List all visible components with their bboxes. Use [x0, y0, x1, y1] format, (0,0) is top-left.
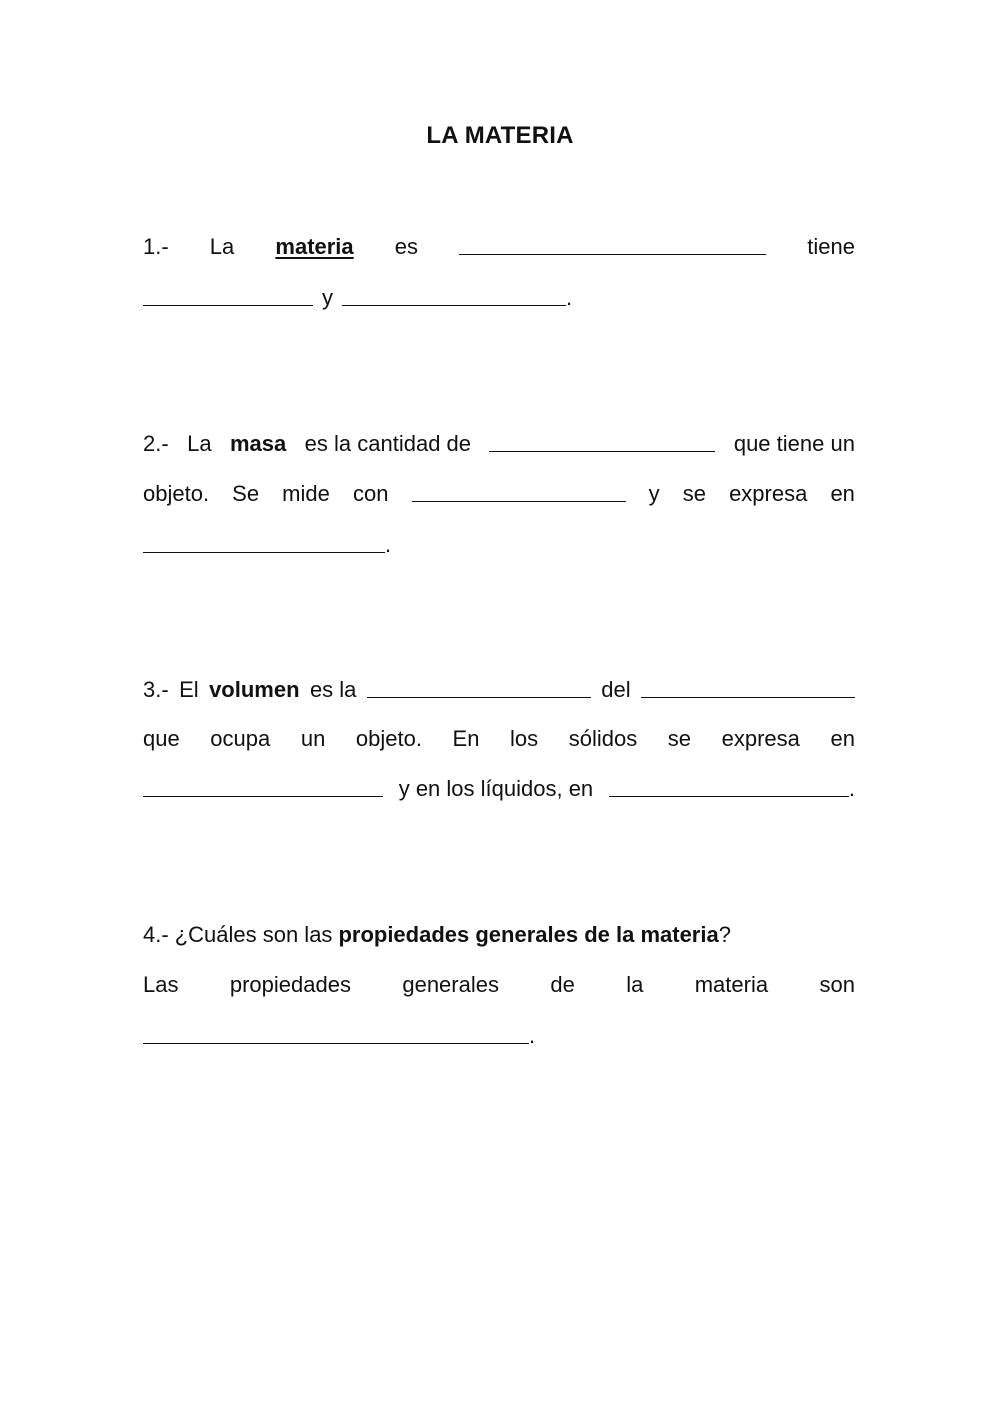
- q1-word-la: La: [209, 234, 235, 259]
- q1-number: 1.-: [143, 234, 169, 259]
- q2-blank-3[interactable]: [143, 530, 385, 553]
- q2-word-se: Se: [232, 481, 260, 506]
- q3-word: ocupa: [210, 726, 271, 751]
- q3-blank-4[interactable]: [609, 774, 849, 797]
- q4-answer-word: generales: [402, 972, 499, 997]
- q2-period: .: [385, 532, 392, 557]
- question-2-line-1: [143, 428, 855, 459]
- q4-number: 4.-: [143, 922, 169, 947]
- q2-word-con: con: [352, 481, 389, 506]
- q3-word: expresa: [721, 726, 800, 751]
- q1-word-y: y: [322, 285, 333, 310]
- q4-question-term-group: [338, 920, 731, 950]
- question-3-line-2: [143, 724, 855, 754]
- q3-word: objeto.: [355, 726, 422, 751]
- q2-word-mide: mide: [282, 481, 330, 506]
- q4-question-end: ?: [718, 922, 731, 947]
- q3-word: se: [667, 726, 692, 751]
- q3-word-el: El: [179, 677, 199, 702]
- question-4-line-1: [143, 920, 855, 950]
- q4-question-start: ¿Cuáles son las: [174, 922, 333, 947]
- q1-blank-1[interactable]: [459, 232, 766, 255]
- q4-answer-word: propiedades: [229, 972, 351, 997]
- question-1-line-2: [143, 282, 855, 313]
- q2-term-masa: masa: [229, 431, 287, 456]
- q2-word-se2: se: [682, 481, 706, 506]
- q4-answer-word: la: [626, 972, 644, 997]
- q4-blank-1[interactable]: [143, 1021, 529, 1044]
- q1-blank-3-group: [342, 282, 572, 313]
- q2-text-2: que tiene un: [733, 431, 855, 456]
- q1-word-es: es: [394, 234, 419, 259]
- q3-blank-4-group: [609, 773, 855, 804]
- q3-word: En: [452, 726, 480, 751]
- q3-word-del: del: [601, 677, 631, 702]
- page-title: LA MATERIA: [426, 122, 574, 149]
- q1-blank-3[interactable]: [342, 283, 566, 306]
- q3-word: que: [143, 726, 180, 751]
- q3-blank-3[interactable]: [143, 774, 383, 797]
- q4-answer-word: son: [819, 972, 855, 997]
- q1-term-materia: materia: [275, 234, 354, 259]
- q4-answer-word: materia: [694, 972, 769, 997]
- q2-word-objeto: objeto.: [143, 481, 210, 506]
- q1-blank-2[interactable]: [143, 283, 313, 306]
- q2-number: 2.-: [143, 431, 169, 456]
- question-2-line-3: [143, 529, 855, 560]
- question-4-line-2: [143, 970, 855, 1000]
- q3-word: en: [830, 726, 855, 751]
- q2-word-la: La: [187, 431, 212, 456]
- q3-blank-2[interactable]: [641, 675, 855, 698]
- question-4-line-3: [143, 1020, 855, 1051]
- q2-word-en: en: [830, 481, 855, 506]
- q3-term-volumen: volumen: [209, 677, 300, 702]
- q2-text-1: es la cantidad de: [304, 431, 472, 456]
- q3-period: .: [848, 776, 855, 801]
- question-2-line-2: [143, 478, 855, 509]
- q4-answer-word: Las: [143, 972, 179, 997]
- question-3-line-1: [143, 674, 855, 705]
- q2-blank-1[interactable]: [489, 429, 715, 452]
- q3-text-1: es la: [309, 677, 357, 702]
- q1-period: .: [566, 285, 573, 310]
- q3-text-2: y en los líquidos, en: [398, 776, 594, 801]
- q3-blank-1[interactable]: [367, 675, 591, 698]
- q1-word-tiene: tiene: [807, 234, 855, 259]
- question-1-line-1: [143, 231, 855, 262]
- q3-word: sólidos: [568, 726, 638, 751]
- q2-word-y: y: [648, 481, 660, 506]
- q3-number: 3.-: [143, 677, 169, 702]
- q4-term-properties: propiedades generales de la materia: [338, 922, 719, 947]
- q2-blank-2[interactable]: [412, 479, 626, 502]
- q2-word-expresa: expresa: [729, 481, 808, 506]
- q4-period: .: [529, 1023, 536, 1048]
- q3-word: los: [510, 726, 539, 751]
- question-3-line-3: [143, 773, 855, 804]
- q3-word: un: [300, 726, 326, 751]
- q4-answer-word: de: [550, 972, 575, 997]
